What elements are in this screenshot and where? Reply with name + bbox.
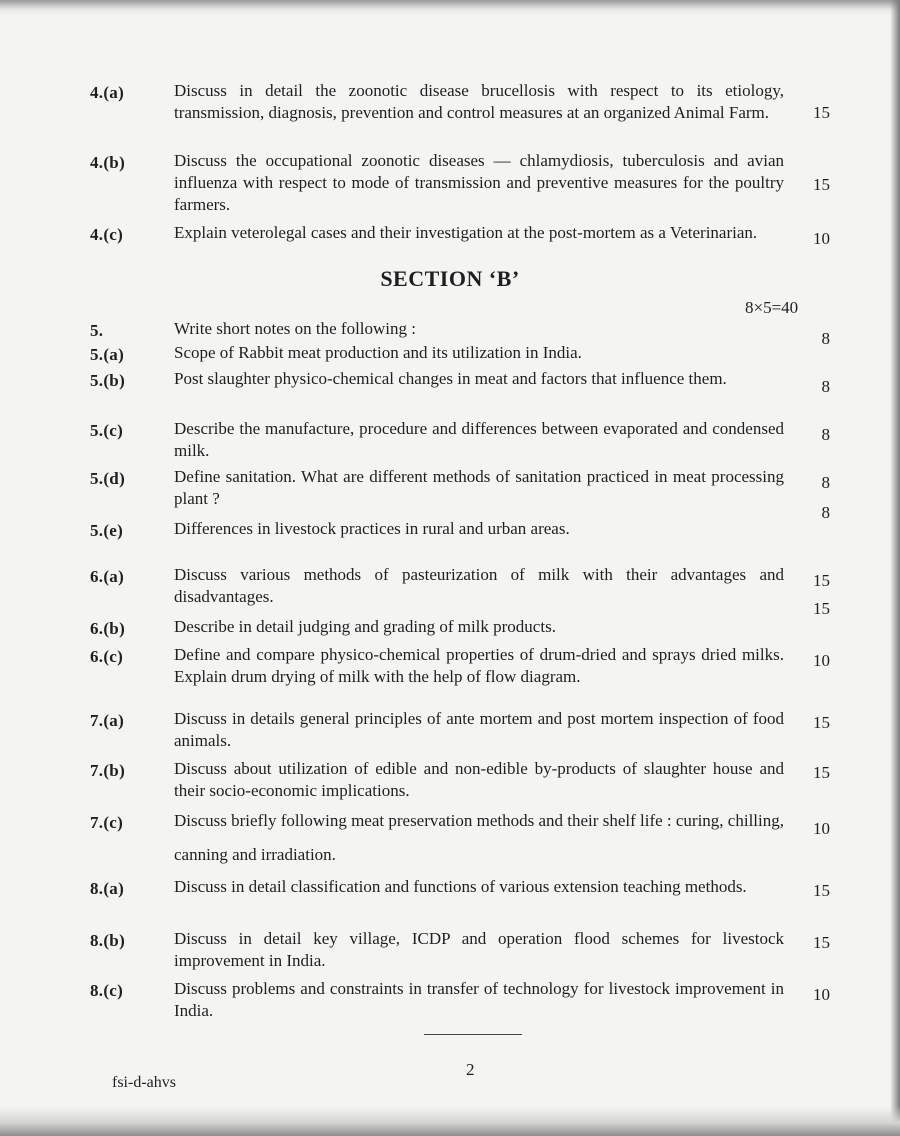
question-text: Discuss various methods of pasteurization of milk with their advantages and disadvantages. [174,565,784,606]
question-number: 5. [90,321,104,340]
question-text: Post slaughter physico-chemical changes in meat and factors that influence them. [174,369,727,388]
question-text: Define and compare physico-chemical properties of drum-dried and sprays dried milks. Explain drum drying of milk with the help of flow diagram. [174,645,784,686]
question-text: Discuss in detail key village, ICDP and operation flood schemes for livestock improvement in India. [174,929,784,970]
page-number: 2 [466,1060,475,1079]
section-total-marks: 8×5=40 [745,298,799,317]
question-number: 7.(b) [90,761,126,780]
paper-code: fsi-d-ahvs [112,1074,176,1091]
question-number: 4.(a) [90,83,125,102]
question-text: Scope of Rabbit meat production and its utilization in India. [174,343,582,362]
question-text: Write short notes on the following : [174,319,417,338]
question-marks: 8 [821,473,830,492]
question-number: 5.(e) [90,521,124,540]
question-marks: 15 [813,571,830,590]
question-text: Describe the manufacture, procedure and differences between evaporated and condensed milk. [174,419,784,460]
question-number: 7.(c) [90,813,124,832]
question-number: 8.(b) [90,931,126,950]
question-marks: 10 [813,229,830,248]
question-number: 7.(a) [90,711,125,730]
section-heading: SECTION ‘B’ [380,266,520,291]
question-number: 5.(c) [90,421,124,440]
question-marks: 10 [813,985,830,1004]
question-marks: 8 [821,329,830,348]
scan-top-edge [0,0,900,16]
question-marks: 8 [821,425,830,444]
question-text: Differences in livestock practices in rural and urban areas. [174,519,570,538]
question-marks: 15 [813,103,830,122]
end-rule [424,1034,522,1035]
question-marks: 15 [813,933,830,952]
question-number: 4.(c) [90,225,124,244]
question-text: Discuss about utilization of edible and non-edible by-products of slaughter house and their socio-economic implications. [174,759,784,800]
question-text: Discuss in detail the zoonotic disease brucellosis with respect to its etiology, transmission, diagnosis, prevention and control measures at an organized Animal Farm. [174,81,784,122]
question-marks: 8 [821,377,830,396]
question-text: Define sanitation. What are different methods of sanitation practiced in meat processing plant ? [174,467,784,508]
question-marks: 15 [813,599,830,618]
question-marks: 8 [821,503,830,522]
question-number: 5.(b) [90,371,126,390]
question-text: Discuss in detail classification and functions of various extension teaching methods. [174,877,747,896]
question-number: 8.(a) [90,879,125,898]
question-marks: 15 [813,763,830,782]
question-number: 6.(a) [90,567,125,586]
question-number: 6.(b) [90,619,126,638]
question-text: Explain veterolegal cases and their investigation at the post-mortem as a Veterinarian. [174,223,758,242]
question-text: Describe in detail judging and grading of milk products. [174,617,556,636]
question-text: Discuss the occupational zoonotic diseases — chlamydiosis, tuberculosis and avian influenza with respect to mode of transmission and preventive measures for the poultry farmers. [174,151,784,214]
scan-right-edge [890,0,900,1136]
question-text: Discuss briefly following meat preservation methods and their shelf life : curing, chilling, canning and irradiation. [174,811,784,864]
question-marks: 10 [813,819,830,838]
question-number: 8.(c) [90,981,124,1000]
question-marks: 15 [813,175,830,194]
question-number: 5.(d) [90,469,126,488]
scan-bottom-edge [0,1106,900,1136]
question-text: Discuss problems and constraints in transfer of technology for livestock improvement in India. [174,979,784,1020]
question-marks: 10 [813,651,830,670]
question-text: Discuss in details general principles of ante mortem and post mortem inspection of food animals. [174,709,784,750]
question-marks: 15 [813,713,830,732]
question-marks: 15 [813,881,830,900]
question-number: 6.(c) [90,647,124,666]
question-number: 5.(a) [90,345,125,364]
question-number: 4.(b) [90,153,126,172]
